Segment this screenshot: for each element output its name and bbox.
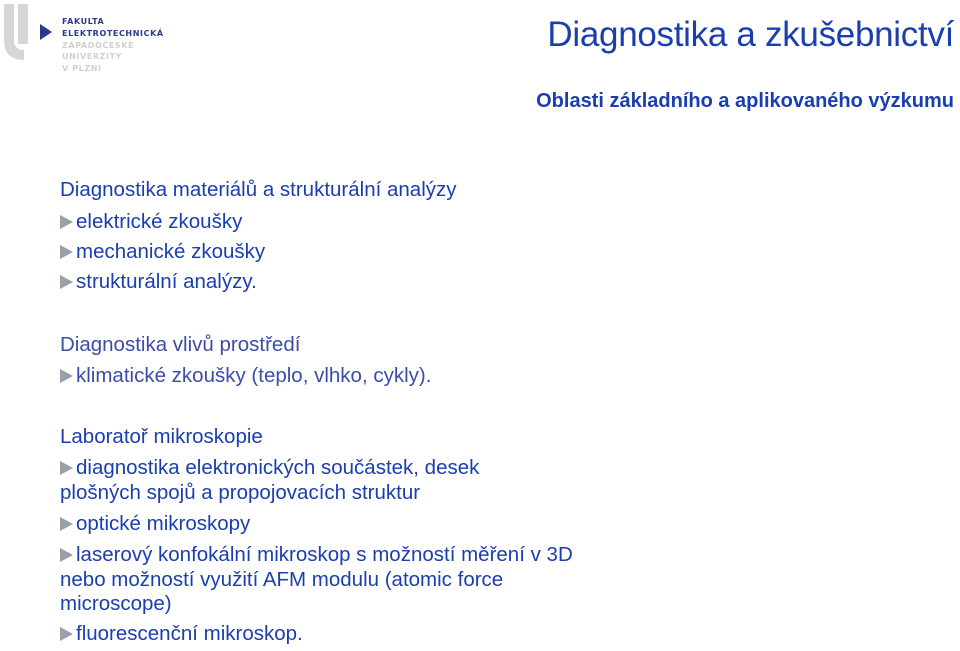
list-item bbox=[60, 240, 620, 265]
slide-title: Diagnostika a zkušebnictví bbox=[547, 15, 954, 54]
bullet-arrow-icon bbox=[60, 627, 73, 641]
list-item bbox=[60, 456, 560, 505]
list-item bbox=[60, 512, 620, 537]
bullet-arrow-icon bbox=[60, 275, 73, 289]
section-heading: Diagnostika materiálů a strukturální analýzy bbox=[60, 178, 457, 201]
list-item-text: fluorescenční mikroskop. bbox=[76, 622, 303, 645]
bullet-arrow-icon bbox=[60, 369, 73, 383]
list-item-text: strukturální analýzy. bbox=[76, 270, 257, 293]
logo-line-1: FAKULTA bbox=[62, 17, 105, 26]
list-item-text: diagnostika elektronických součástek, desek plošných spojů a propojovacích struktur bbox=[60, 456, 480, 504]
logo-line-3: ZÁPADOČESKÉ bbox=[62, 40, 135, 50]
list-item-text: klimatické zkoušky (teplo, vlhko, cykly). bbox=[76, 364, 432, 387]
bullet-arrow-icon bbox=[60, 215, 73, 229]
bullet-arrow-icon bbox=[60, 548, 73, 562]
logo-line-5: V PLZNI bbox=[62, 64, 102, 74]
list-item-text: laserový konfokální mikroskop s možností měření v 3D nebo možností využití AFM modulu (atomic force microscope) bbox=[60, 543, 573, 615]
list-item-text: elektrické zkoušky bbox=[76, 210, 243, 233]
logo-text bbox=[62, 16, 164, 75]
list-item-text: mechanické zkoušky bbox=[76, 240, 266, 263]
university-logo-mark-icon bbox=[2, 2, 58, 62]
list-item bbox=[60, 543, 620, 617]
list-item bbox=[60, 364, 620, 389]
list-item bbox=[60, 622, 620, 647]
list-item bbox=[60, 210, 620, 235]
bullet-arrow-icon bbox=[60, 517, 73, 531]
faculty-logo bbox=[0, 0, 164, 80]
logo-line-4: UNIVERZITY bbox=[62, 52, 123, 62]
section-heading: Diagnostika vlivů prostředí bbox=[60, 333, 301, 356]
bullet-arrow-icon bbox=[60, 245, 73, 259]
list-item-text: optické mikroskopy bbox=[76, 512, 251, 535]
slide-subtitle: Oblasti základního a aplikovaného výzkumu bbox=[536, 90, 954, 112]
list-item bbox=[60, 270, 620, 295]
bullet-arrow-icon bbox=[60, 461, 73, 475]
logo-line-2: ELEKTROTECHNICKÁ bbox=[62, 28, 164, 38]
section-heading: Laboratoř mikroskopie bbox=[60, 425, 263, 448]
